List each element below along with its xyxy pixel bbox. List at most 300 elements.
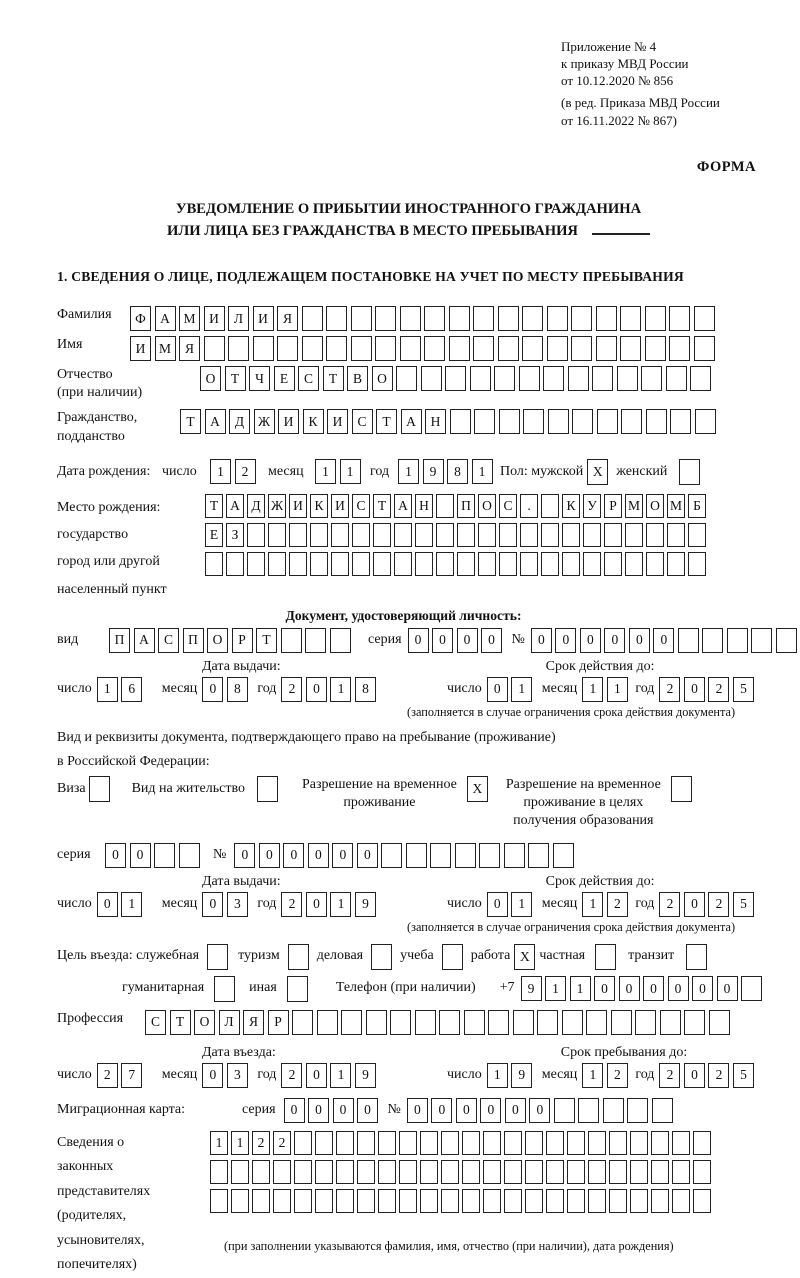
char-cell[interactable]: [562, 552, 580, 576]
char-cell[interactable]: Я: [277, 306, 298, 331]
char-cell[interactable]: [541, 523, 559, 547]
char-cell[interactable]: 0: [653, 628, 674, 653]
char-cell[interactable]: 0: [130, 843, 151, 868]
char-cell[interactable]: [247, 523, 265, 547]
char-cell[interactable]: [776, 628, 797, 653]
sex-male-checkbox-cell[interactable]: X: [587, 459, 608, 485]
char-cell[interactable]: [525, 1160, 543, 1184]
char-cell[interactable]: [273, 1189, 291, 1213]
char-cell[interactable]: 0: [717, 976, 738, 1001]
char-cell[interactable]: [378, 1189, 396, 1213]
char-cell[interactable]: [415, 552, 433, 576]
char-cell[interactable]: П: [457, 494, 475, 518]
char-cell[interactable]: [609, 1131, 627, 1155]
purpose-other-checkbox-cell[interactable]: [287, 976, 308, 1002]
char-cell[interactable]: С: [158, 628, 179, 653]
char-cell[interactable]: 6: [121, 677, 142, 702]
char-cell[interactable]: А: [134, 628, 155, 653]
char-cell[interactable]: [294, 1131, 312, 1155]
char-cell[interactable]: [336, 1131, 354, 1155]
char-cell[interactable]: М: [179, 306, 200, 331]
char-cell[interactable]: [727, 628, 748, 653]
char-cell[interactable]: [678, 628, 699, 653]
char-cell[interactable]: [210, 1160, 228, 1184]
char-cell[interactable]: [406, 843, 427, 868]
char-cell[interactable]: 1: [570, 976, 591, 1001]
char-cell[interactable]: 0: [604, 628, 625, 653]
char-cell[interactable]: [479, 843, 500, 868]
char-cell[interactable]: 5: [733, 1063, 754, 1088]
char-cell[interactable]: 0: [407, 1098, 428, 1123]
char-cell[interactable]: 0: [457, 628, 478, 653]
char-cell[interactable]: 0: [619, 976, 640, 1001]
purpose-business-checkbox[interactable]: [371, 944, 392, 970]
char-cell[interactable]: [373, 523, 391, 547]
char-cell[interactable]: [694, 306, 715, 331]
char-cell[interactable]: 9: [355, 892, 376, 917]
char-cell[interactable]: [688, 552, 706, 576]
char-cell[interactable]: [688, 523, 706, 547]
char-cell[interactable]: [504, 843, 525, 868]
char-cell[interactable]: [543, 366, 564, 391]
char-cell[interactable]: Д: [229, 409, 250, 434]
char-cell[interactable]: [571, 306, 592, 331]
char-cell[interactable]: [357, 1131, 375, 1155]
purpose-work-checkbox[interactable]: [514, 944, 535, 970]
char-cell[interactable]: [522, 336, 543, 361]
char-cell[interactable]: [519, 366, 540, 391]
purpose-transit-checkbox[interactable]: [686, 944, 707, 970]
char-cell[interactable]: 1: [511, 677, 532, 702]
char-cell[interactable]: 2: [281, 677, 302, 702]
char-cell[interactable]: [520, 552, 538, 576]
char-cell[interactable]: [596, 306, 617, 331]
char-cell[interactable]: [441, 1160, 459, 1184]
char-cell[interactable]: [583, 523, 601, 547]
char-cell[interactable]: [635, 1010, 656, 1035]
char-cell[interactable]: А: [401, 409, 422, 434]
char-cell[interactable]: [424, 336, 445, 361]
char-cell[interactable]: 3: [227, 1063, 248, 1088]
char-cell[interactable]: [620, 336, 641, 361]
char-cell[interactable]: [693, 1189, 711, 1213]
purpose-tourism-checkbox[interactable]: [288, 944, 309, 970]
char-cell[interactable]: Р: [232, 628, 253, 653]
char-cell[interactable]: [457, 552, 475, 576]
char-cell[interactable]: Л: [228, 306, 249, 331]
char-cell[interactable]: [504, 1160, 522, 1184]
char-cell[interactable]: [204, 336, 225, 361]
char-cell[interactable]: [625, 523, 643, 547]
char-cell[interactable]: [336, 1189, 354, 1213]
char-cell[interactable]: [672, 1131, 690, 1155]
char-cell[interactable]: [541, 494, 559, 518]
purpose-official-checkbox-cell[interactable]: [207, 944, 228, 970]
char-cell[interactable]: [473, 336, 494, 361]
purpose-other-checkbox[interactable]: [287, 976, 308, 1002]
char-cell[interactable]: [483, 1189, 501, 1213]
char-cell[interactable]: [473, 306, 494, 331]
char-cell[interactable]: 0: [643, 976, 664, 1001]
char-cell[interactable]: [439, 1010, 460, 1035]
char-cell[interactable]: 2: [659, 892, 680, 917]
char-cell[interactable]: [400, 336, 421, 361]
char-cell[interactable]: [326, 306, 347, 331]
char-cell[interactable]: [430, 843, 451, 868]
char-cell[interactable]: [381, 843, 402, 868]
char-cell[interactable]: [462, 1160, 480, 1184]
char-cell[interactable]: [400, 306, 421, 331]
char-cell[interactable]: И: [327, 409, 348, 434]
char-cell[interactable]: [578, 1098, 599, 1123]
char-cell[interactable]: Т: [256, 628, 277, 653]
char-cell[interactable]: 0: [308, 843, 329, 868]
char-cell[interactable]: 8: [227, 677, 248, 702]
char-cell[interactable]: [210, 1189, 228, 1213]
char-cell[interactable]: [228, 336, 249, 361]
char-cell[interactable]: [588, 1160, 606, 1184]
char-cell[interactable]: [546, 1189, 564, 1213]
purpose-humanitarian-checkbox-cell[interactable]: [214, 976, 235, 1002]
char-cell[interactable]: З: [226, 523, 244, 547]
char-cell[interactable]: 2: [708, 677, 729, 702]
char-cell[interactable]: [231, 1189, 249, 1213]
char-cell[interactable]: [396, 366, 417, 391]
char-cell[interactable]: [537, 1010, 558, 1035]
char-cell[interactable]: 0: [684, 892, 705, 917]
char-cell[interactable]: [621, 409, 642, 434]
char-cell[interactable]: [252, 1160, 270, 1184]
char-cell[interactable]: [478, 523, 496, 547]
char-cell[interactable]: О: [646, 494, 664, 518]
char-cell[interactable]: [546, 1131, 564, 1155]
char-cell[interactable]: [741, 976, 762, 1001]
char-cell[interactable]: 1: [511, 892, 532, 917]
char-cell[interactable]: 1: [210, 1131, 228, 1155]
char-cell[interactable]: 0: [408, 628, 429, 653]
char-cell[interactable]: [652, 1098, 673, 1123]
char-cell[interactable]: 0: [357, 1098, 378, 1123]
char-cell[interactable]: [646, 523, 664, 547]
char-cell[interactable]: 1: [545, 976, 566, 1001]
char-cell[interactable]: 2: [708, 1063, 729, 1088]
char-cell[interactable]: [498, 336, 519, 361]
char-cell[interactable]: [464, 1010, 485, 1035]
sex-male-checkbox[interactable]: [587, 459, 608, 485]
char-cell[interactable]: 0: [306, 892, 327, 917]
char-cell[interactable]: [617, 366, 638, 391]
char-cell[interactable]: Т: [376, 409, 397, 434]
char-cell[interactable]: [424, 306, 445, 331]
char-cell[interactable]: [315, 1160, 333, 1184]
char-cell[interactable]: 0: [202, 892, 223, 917]
char-cell[interactable]: С: [145, 1010, 166, 1035]
char-cell[interactable]: [474, 409, 495, 434]
char-cell[interactable]: [520, 523, 538, 547]
char-cell[interactable]: 1: [472, 459, 493, 484]
char-cell[interactable]: [547, 306, 568, 331]
char-cell[interactable]: [651, 1189, 669, 1213]
char-cell[interactable]: [302, 336, 323, 361]
char-cell[interactable]: [562, 1010, 583, 1035]
purpose-humanitarian-checkbox[interactable]: [214, 976, 235, 1002]
char-cell[interactable]: [646, 409, 667, 434]
char-cell[interactable]: [390, 1010, 411, 1035]
char-cell[interactable]: 0: [531, 628, 552, 653]
char-cell[interactable]: [179, 843, 200, 868]
char-cell[interactable]: 0: [283, 843, 304, 868]
char-cell[interactable]: [695, 409, 716, 434]
char-cell[interactable]: И: [331, 494, 349, 518]
char-cell[interactable]: [420, 1131, 438, 1155]
char-cell[interactable]: [366, 1010, 387, 1035]
char-cell[interactable]: Н: [415, 494, 433, 518]
char-cell[interactable]: [504, 1131, 522, 1155]
char-cell[interactable]: Р: [268, 1010, 289, 1035]
char-cell[interactable]: 2: [281, 1063, 302, 1088]
char-cell[interactable]: [462, 1189, 480, 1213]
char-cell[interactable]: [513, 1010, 534, 1035]
char-cell[interactable]: 2: [607, 1063, 628, 1088]
char-cell[interactable]: [294, 1160, 312, 1184]
char-cell[interactable]: [603, 1098, 624, 1123]
char-cell[interactable]: О: [200, 366, 221, 391]
temp-residence-edu-checkbox[interactable]: [671, 776, 692, 831]
char-cell[interactable]: 1: [582, 892, 603, 917]
char-cell[interactable]: [436, 552, 454, 576]
char-cell[interactable]: [373, 552, 391, 576]
char-cell[interactable]: К: [303, 409, 324, 434]
char-cell[interactable]: [357, 1160, 375, 1184]
char-cell[interactable]: 0: [202, 677, 223, 702]
char-cell[interactable]: Ж: [254, 409, 275, 434]
char-cell[interactable]: [604, 523, 622, 547]
char-cell[interactable]: [592, 366, 613, 391]
char-cell[interactable]: 0: [202, 1063, 223, 1088]
char-cell[interactable]: [292, 1010, 313, 1035]
char-cell[interactable]: [666, 366, 687, 391]
char-cell[interactable]: [604, 552, 622, 576]
char-cell[interactable]: К: [310, 494, 328, 518]
char-cell[interactable]: [336, 1160, 354, 1184]
char-cell[interactable]: [667, 523, 685, 547]
sex-female-checkbox-cell[interactable]: [679, 459, 700, 485]
char-cell[interactable]: [289, 523, 307, 547]
char-cell[interactable]: 0: [357, 843, 378, 868]
char-cell[interactable]: 9: [521, 976, 542, 1001]
char-cell[interactable]: [462, 1131, 480, 1155]
char-cell[interactable]: [670, 409, 691, 434]
char-cell[interactable]: [669, 306, 690, 331]
char-cell[interactable]: С: [499, 494, 517, 518]
char-cell[interactable]: [627, 1098, 648, 1123]
char-cell[interactable]: [609, 1160, 627, 1184]
char-cell[interactable]: [317, 1010, 338, 1035]
char-cell[interactable]: [523, 409, 544, 434]
temp-residence-checkbox-cell[interactable]: X: [467, 776, 488, 802]
char-cell[interactable]: Б: [688, 494, 706, 518]
char-cell[interactable]: П: [109, 628, 130, 653]
visa-checkbox-cell[interactable]: [89, 776, 110, 802]
char-cell[interactable]: [553, 843, 574, 868]
char-cell[interactable]: [351, 306, 372, 331]
char-cell[interactable]: [436, 523, 454, 547]
char-cell[interactable]: [436, 494, 454, 518]
char-cell[interactable]: [494, 366, 515, 391]
char-cell[interactable]: 2: [235, 459, 256, 484]
char-cell[interactable]: [470, 366, 491, 391]
char-cell[interactable]: А: [394, 494, 412, 518]
char-cell[interactable]: [693, 1131, 711, 1155]
char-cell[interactable]: [667, 552, 685, 576]
char-cell[interactable]: О: [194, 1010, 215, 1035]
char-cell[interactable]: [588, 1189, 606, 1213]
char-cell[interactable]: [672, 1189, 690, 1213]
char-cell[interactable]: [445, 366, 466, 391]
char-cell[interactable]: [326, 336, 347, 361]
char-cell[interactable]: О: [207, 628, 228, 653]
purpose-transit-checkbox-cell[interactable]: [686, 944, 707, 970]
purpose-business-checkbox-cell[interactable]: [371, 944, 392, 970]
char-cell[interactable]: [415, 1010, 436, 1035]
char-cell[interactable]: [478, 552, 496, 576]
char-cell[interactable]: О: [372, 366, 393, 391]
char-cell[interactable]: 5: [733, 677, 754, 702]
char-cell[interactable]: [567, 1189, 585, 1213]
char-cell[interactable]: Е: [274, 366, 295, 391]
char-cell[interactable]: С: [352, 494, 370, 518]
char-cell[interactable]: Н: [425, 409, 446, 434]
char-cell[interactable]: [646, 552, 664, 576]
char-cell[interactable]: [449, 306, 470, 331]
char-cell[interactable]: [483, 1131, 501, 1155]
char-cell[interactable]: 0: [684, 1063, 705, 1088]
char-cell[interactable]: 0: [284, 1098, 305, 1123]
char-cell[interactable]: [499, 552, 517, 576]
char-cell[interactable]: [205, 552, 223, 576]
purpose-study-checkbox[interactable]: [442, 944, 463, 970]
char-cell[interactable]: Д: [247, 494, 265, 518]
char-cell[interactable]: 2: [708, 892, 729, 917]
char-cell[interactable]: [684, 1010, 705, 1035]
char-cell[interactable]: 0: [684, 677, 705, 702]
char-cell[interactable]: Т: [323, 366, 344, 391]
char-cell[interactable]: О: [478, 494, 496, 518]
char-cell[interactable]: 7: [121, 1063, 142, 1088]
char-cell[interactable]: 1: [330, 892, 351, 917]
char-cell[interactable]: [645, 336, 666, 361]
char-cell[interactable]: Я: [179, 336, 200, 361]
char-cell[interactable]: [498, 306, 519, 331]
char-cell[interactable]: Р: [604, 494, 622, 518]
char-cell[interactable]: 0: [456, 1098, 477, 1123]
char-cell[interactable]: 0: [480, 1098, 501, 1123]
char-cell[interactable]: [420, 1160, 438, 1184]
char-cell[interactable]: А: [226, 494, 244, 518]
char-cell[interactable]: [567, 1131, 585, 1155]
char-cell[interactable]: [399, 1189, 417, 1213]
char-cell[interactable]: [672, 1160, 690, 1184]
char-cell[interactable]: [421, 366, 442, 391]
char-cell[interactable]: М: [625, 494, 643, 518]
char-cell[interactable]: 1: [582, 1063, 603, 1088]
char-cell[interactable]: [483, 1160, 501, 1184]
char-cell[interactable]: 0: [259, 843, 280, 868]
char-cell[interactable]: [352, 552, 370, 576]
char-cell[interactable]: Ф: [130, 306, 151, 331]
char-cell[interactable]: Я: [243, 1010, 264, 1035]
char-cell[interactable]: Ж: [268, 494, 286, 518]
residence-permit-checkbox[interactable]: [257, 776, 278, 802]
char-cell[interactable]: [394, 552, 412, 576]
char-cell[interactable]: 9: [423, 459, 444, 484]
char-cell[interactable]: 0: [105, 843, 126, 868]
char-cell[interactable]: [528, 843, 549, 868]
char-cell[interactable]: 0: [629, 628, 650, 653]
char-cell[interactable]: [455, 843, 476, 868]
char-cell[interactable]: [352, 523, 370, 547]
char-cell[interactable]: [341, 1010, 362, 1035]
char-cell[interactable]: С: [298, 366, 319, 391]
char-cell[interactable]: 2: [281, 892, 302, 917]
char-cell[interactable]: [394, 523, 412, 547]
char-cell[interactable]: [651, 1160, 669, 1184]
char-cell[interactable]: [641, 366, 662, 391]
char-cell[interactable]: Т: [180, 409, 201, 434]
char-cell[interactable]: А: [155, 306, 176, 331]
char-cell[interactable]: [441, 1131, 459, 1155]
char-cell[interactable]: [357, 1189, 375, 1213]
char-cell[interactable]: [547, 336, 568, 361]
char-cell[interactable]: [571, 336, 592, 361]
char-cell[interactable]: 0: [431, 1098, 452, 1123]
char-cell[interactable]: 1: [210, 459, 231, 484]
char-cell[interactable]: [268, 523, 286, 547]
char-cell[interactable]: [609, 1189, 627, 1213]
char-cell[interactable]: [310, 552, 328, 576]
char-cell[interactable]: [694, 336, 715, 361]
char-cell[interactable]: 0: [555, 628, 576, 653]
char-cell[interactable]: 2: [252, 1131, 270, 1155]
char-cell[interactable]: [449, 336, 470, 361]
char-cell[interactable]: [253, 336, 274, 361]
char-cell[interactable]: [596, 336, 617, 361]
char-cell[interactable]: [273, 1160, 291, 1184]
char-cell[interactable]: [709, 1010, 730, 1035]
char-cell[interactable]: 0: [234, 843, 255, 868]
char-cell[interactable]: 0: [692, 976, 713, 1001]
char-cell[interactable]: [611, 1010, 632, 1035]
char-cell[interactable]: К: [562, 494, 580, 518]
char-cell[interactable]: Т: [170, 1010, 191, 1035]
char-cell[interactable]: [499, 409, 520, 434]
char-cell[interactable]: И: [278, 409, 299, 434]
char-cell[interactable]: 1: [330, 677, 351, 702]
char-cell[interactable]: 1: [97, 677, 118, 702]
char-cell[interactable]: [315, 1131, 333, 1155]
char-cell[interactable]: [522, 306, 543, 331]
char-cell[interactable]: [525, 1131, 543, 1155]
char-cell[interactable]: [330, 628, 351, 653]
char-cell[interactable]: И: [204, 306, 225, 331]
char-cell[interactable]: 2: [273, 1131, 291, 1155]
char-cell[interactable]: 1: [398, 459, 419, 484]
char-cell[interactable]: 9: [511, 1063, 532, 1088]
char-cell[interactable]: [630, 1131, 648, 1155]
char-cell[interactable]: [693, 1160, 711, 1184]
char-cell[interactable]: С: [352, 409, 373, 434]
char-cell[interactable]: М: [155, 336, 176, 361]
